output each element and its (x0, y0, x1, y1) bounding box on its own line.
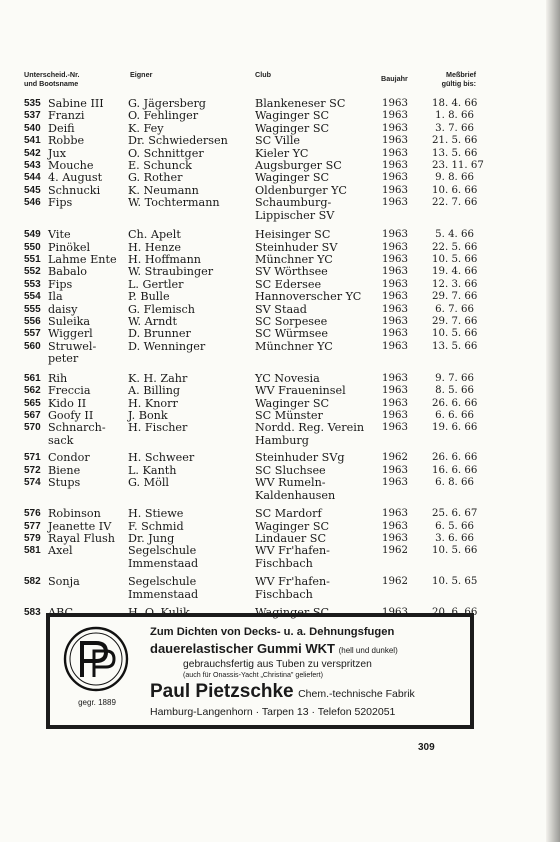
build-year: 1963 (382, 607, 408, 619)
boat-name: Schnarch- (48, 421, 106, 435)
header-cert-line1: Meßbrief (446, 70, 476, 79)
header-club: Club (255, 70, 271, 79)
build-year: 1963 (382, 254, 408, 265)
certificate-date: 6. 6. 66 (435, 410, 474, 421)
build-year: 1963 (382, 184, 408, 196)
build-year: 1963 (382, 477, 408, 489)
certificate-date: 9. 7. 66 (435, 372, 474, 384)
club-name: Lindauer SC (255, 532, 326, 545)
build-year: 1963 (382, 303, 408, 315)
club-name: Blankeneser SC (255, 97, 346, 110)
club-name: Waginger SC (255, 171, 330, 185)
owner-name: L. Gertler (128, 277, 184, 291)
club-name: Waginger SC (255, 396, 330, 410)
boat-number: 583 (24, 607, 41, 619)
club-name: Kaldenhausen (255, 488, 336, 502)
club-name: SC Sluchsee (255, 463, 326, 477)
boat-number: 577 (24, 520, 41, 532)
club-name: SC Mardorf (255, 507, 322, 521)
book-gutter (546, 0, 560, 842)
certificate-date: 6. 5. 66 (435, 520, 474, 532)
owner-name: H. Henze (128, 240, 181, 254)
build-year: 1962 (382, 452, 408, 464)
owner-name: G. Jägersberg (128, 97, 206, 110)
build-year: 1963 (382, 160, 408, 171)
boat-number: 570 (24, 422, 41, 434)
boat-name: Franzi (48, 109, 85, 123)
certificate-date: 5. 4. 66 (435, 229, 474, 241)
boat-number: 551 (24, 254, 41, 265)
owner-name: O. Schnittger (128, 146, 204, 160)
boat-number: 556 (24, 316, 41, 327)
club-name: SV Staad (255, 302, 307, 316)
boat-number: 554 (24, 291, 41, 303)
owner-name: G. Flemisch (128, 302, 196, 316)
club-name: Waginger SC (255, 519, 330, 533)
boat-number: 572 (24, 464, 41, 476)
club-name: YC Novesia (255, 371, 320, 385)
certificate-date: 10. 6. 66 (432, 184, 478, 196)
owner-name: Immenstaad (128, 587, 199, 601)
owner-name: D. Brunner (128, 327, 191, 341)
owner-name: H. Stiewe (128, 507, 184, 521)
build-year: 1963 (382, 533, 408, 544)
header-nr-line2: und Bootsname (24, 79, 79, 88)
ad-company (150, 681, 415, 703)
ad-line-3: gebrauchsfertig aus Tuben zu verspritzen (183, 659, 372, 670)
header-cert (436, 70, 476, 88)
boat-name: Jux (48, 146, 66, 160)
build-year: 1963 (382, 291, 408, 303)
build-year: 1963 (382, 110, 408, 122)
club-name: Augsburger SC (255, 159, 342, 172)
ad-product-note: (hell und dunkel) (338, 646, 398, 655)
club-name: Schaumburg- (255, 196, 332, 210)
boat-name: Struwel- (48, 339, 97, 353)
owner-name: L. Kanth (128, 463, 177, 477)
boat-name: Stups (48, 476, 81, 490)
build-year: 1963 (382, 520, 408, 532)
owner-name: K. H. Zahr (128, 371, 188, 385)
certificate-date: 10. 5. 66 (432, 545, 478, 557)
owner-name: H. O. Kulik (128, 606, 190, 620)
boat-name: Suleika (48, 315, 91, 328)
certificate-date: 13. 5. 66 (432, 340, 478, 352)
owner-name: G. Möll (128, 476, 169, 490)
boat-number: 542 (24, 147, 41, 159)
boat-name: Deifi (48, 121, 75, 135)
boat-number: 549 (24, 229, 41, 241)
build-year: 1963 (382, 340, 408, 352)
boat-number: 582 (24, 576, 41, 588)
boat-number: 540 (24, 122, 41, 134)
certificate-date: 6. 8. 66 (435, 477, 474, 489)
company-name: Paul Pietzschke (150, 681, 294, 702)
owner-name: J. Bonk (128, 409, 168, 422)
boat-number: 555 (24, 303, 41, 315)
boat-name: Mouche (48, 159, 94, 172)
certificate-date: 18. 4. 66 (432, 98, 478, 109)
boat-number: 561 (24, 372, 41, 384)
club-name: Steinhuder SVg (255, 451, 345, 465)
owner-name: Dr. Jung (128, 532, 175, 545)
build-year: 1963 (382, 397, 408, 409)
build-year: 1963 (382, 241, 408, 253)
club-name: WV Rumeln- (255, 476, 326, 490)
club-name: Waginger SC (255, 109, 330, 123)
header-owner: Eigner (130, 70, 153, 79)
boat-name: Kido II (48, 396, 87, 410)
certificate-date: 3. 7. 66 (435, 122, 474, 134)
boat-number: 552 (24, 266, 41, 278)
build-year: 1963 (382, 422, 408, 434)
certificate-date: 19. 4. 66 (432, 266, 478, 278)
boat-name: Sabine III (48, 97, 104, 110)
boat-name: 4. August (48, 171, 103, 185)
boat-number: 576 (24, 508, 41, 520)
certificate-date: 19. 6. 66 (432, 422, 478, 434)
boat-number: 543 (24, 160, 41, 171)
header-year: Baujahr (381, 74, 408, 83)
owner-name: Dr. Schwiedersen (128, 134, 228, 148)
header-boat (24, 70, 80, 88)
boat-name: Rayal Flush (48, 532, 115, 545)
certificate-date: 22. 5. 66 (432, 241, 478, 253)
build-year: 1963 (382, 508, 408, 520)
certificate-date: 6. 7. 66 (435, 303, 474, 315)
boat-number: 544 (24, 172, 41, 184)
company-logo-icon (62, 625, 130, 693)
club-name: Hannoverscher YC (255, 290, 362, 304)
owner-name: K. Neumann (128, 183, 199, 197)
build-year: 1963 (382, 98, 408, 109)
owner-name: F. Schmid (128, 519, 184, 533)
build-year: 1963 (382, 172, 408, 184)
boat-name: peter (48, 352, 79, 366)
boat-name: Axel (48, 544, 73, 558)
build-year: 1963 (382, 410, 408, 421)
build-year: 1962 (382, 545, 408, 557)
club-name: WV Fraueninsel (255, 384, 346, 398)
build-year: 1963 (382, 147, 408, 159)
owner-name: H. Knorr (128, 396, 178, 410)
boat-name: Rih (48, 371, 68, 385)
boat-name: Jeanette IV (48, 519, 112, 533)
certificate-date: 9. 8. 66 (435, 172, 474, 184)
boat-name: daisy (48, 302, 78, 316)
ad-line-4: (auch für Onassis-Yacht „Christina" geliefert) (183, 671, 323, 679)
certificate-date: 26. 6. 66 (432, 397, 478, 409)
owner-name: W. Straubinger (128, 265, 214, 279)
boat-number: 567 (24, 410, 41, 421)
club-name: Heisinger SC (255, 228, 331, 242)
ad-product: dauerelastischer Gummi WKT (150, 641, 335, 656)
owner-name: W. Arndt (128, 315, 177, 328)
certificate-date: 20. 6. 66 (432, 607, 478, 619)
header-nr-line1: Unterscheid.-Nr. (24, 70, 80, 79)
boat-name: Condor (48, 451, 90, 465)
certificate-date: 10. 5. 66 (432, 328, 478, 340)
ad-line-1: Zum Dichten von Decks- u. a. Dehnungsfugen (150, 626, 395, 638)
boat-number: 562 (24, 385, 41, 397)
header-cert-line2: gültig bis: (441, 79, 476, 88)
club-name: Münchner YC (255, 253, 333, 266)
certificate-date: 21. 5. 66 (432, 135, 478, 147)
founded-year: gegr. 1889 (78, 698, 116, 707)
club-name: Lippischer SV (255, 208, 335, 222)
boat-name: ABC (48, 606, 74, 620)
club-name: Fischbach (255, 587, 313, 601)
boat-number: 545 (24, 184, 41, 196)
boat-number: 535 (24, 98, 41, 109)
boat-name: Babalo (48, 265, 88, 279)
owner-name: A. Billing (128, 384, 181, 398)
boat-number: 579 (24, 533, 41, 544)
boat-name: Ila (48, 290, 63, 304)
certificate-date: 25. 6. 67 (432, 508, 478, 520)
build-year: 1963 (382, 266, 408, 278)
owner-name: O. Fehlinger (128, 109, 199, 123)
boat-name: Fips (48, 196, 73, 210)
owner-name: Segelschule (128, 575, 197, 589)
boat-number: 541 (24, 135, 41, 147)
boat-name: Wiggerl (48, 327, 93, 341)
build-year: 1963 (382, 385, 408, 397)
certificate-date: 23. 11. 67 (432, 160, 484, 171)
boat-number: 560 (24, 340, 41, 352)
owner-name: K. Fey (128, 121, 164, 135)
owner-name: D. Wenninger (128, 339, 206, 353)
boat-number: 565 (24, 397, 41, 409)
boat-number: 553 (24, 278, 41, 290)
certificate-date: 29. 7. 66 (432, 316, 478, 327)
boat-number: 557 (24, 328, 41, 340)
boat-name: Lahme Ente (48, 253, 117, 266)
boat-name: Pinökel (48, 240, 91, 254)
boat-name: Robinson (48, 507, 101, 521)
club-name: SC Sorpesee (255, 315, 328, 328)
build-year: 1963 (382, 464, 408, 476)
certificate-date: 3. 6. 66 (435, 533, 474, 544)
club-name: Fischbach (255, 556, 313, 570)
boat-name: Schnucki (48, 183, 101, 197)
club-name: Münchner YC (255, 339, 333, 353)
build-year: 1963 (382, 328, 408, 340)
owner-name: H. Hoffmann (128, 253, 201, 266)
certificate-date: 26. 6. 66 (432, 452, 478, 464)
club-name: Waginger SC (255, 606, 330, 620)
certificate-date: 1. 8. 66 (435, 110, 474, 122)
build-year: 1963 (382, 122, 408, 134)
club-name: WV Fr'hafen- (255, 575, 330, 589)
ad-line-2 (150, 641, 398, 656)
club-name: SC Edersee (255, 277, 322, 291)
certificate-date: 10. 5. 65 (432, 576, 478, 588)
owner-name: P. Bulle (128, 290, 170, 304)
company-type: Chem.-technische Fabrik (298, 688, 415, 700)
certificate-date: 10. 5. 66 (432, 254, 478, 265)
boat-number: 550 (24, 241, 41, 253)
boat-number: 571 (24, 452, 41, 464)
club-name: Hamburg (255, 433, 309, 447)
boat-name: Vite (48, 228, 71, 242)
boat-name: Biene (48, 463, 81, 477)
certificate-date: 8. 5. 66 (435, 385, 474, 397)
build-year: 1963 (382, 372, 408, 384)
advertisement (46, 613, 474, 729)
boat-name: Goofy II (48, 409, 94, 422)
logo-letters: PP (96, 687, 98, 688)
build-year: 1963 (382, 135, 408, 147)
boat-number: 546 (24, 197, 41, 209)
certificate-date: 22. 7. 66 (432, 197, 478, 209)
owner-name: H. Fischer (128, 421, 188, 435)
owner-name: H. Schweer (128, 451, 195, 465)
club-name: SC Würmsee (255, 327, 328, 341)
club-name: Waginger SC (255, 121, 330, 135)
boat-name: Freccia (48, 384, 91, 398)
company-address: Hamburg-Langenhorn · Tarpen 13 · Telefon 5202051 (150, 706, 396, 718)
owner-name: Segelschule (128, 544, 197, 558)
boat-name: Sonja (48, 575, 80, 589)
certificate-date: 13. 5. 66 (432, 147, 478, 159)
club-name: Kieler YC (255, 146, 309, 160)
build-year: 1963 (382, 197, 408, 209)
owner-name: W. Tochtermann (128, 196, 220, 210)
build-year: 1963 (382, 229, 408, 241)
boat-name: Robbe (48, 134, 85, 148)
page-number: 309 (418, 742, 435, 753)
club-name: SV Wörthsee (255, 265, 328, 279)
certificate-date: 12. 3. 66 (432, 278, 478, 290)
club-name: Nordd. Reg. Verein (255, 421, 365, 435)
build-year: 1963 (382, 278, 408, 290)
club-name: WV Fr'hafen- (255, 544, 330, 558)
club-name: Oldenburger YC (255, 183, 347, 197)
boat-number: 581 (24, 545, 41, 557)
club-name: Steinhuder SV (255, 240, 338, 254)
boat-name: sack (48, 433, 74, 447)
owner-name: Immenstaad (128, 556, 199, 570)
owner-name: Ch. Apelt (128, 228, 181, 242)
club-name: SC Münster (255, 409, 323, 422)
build-year: 1963 (382, 316, 408, 327)
boat-number: 537 (24, 110, 41, 122)
boat-name: Fips (48, 277, 73, 291)
owner-name: G. Rother (128, 171, 183, 185)
build-year: 1962 (382, 576, 408, 588)
boat-number: 574 (24, 477, 41, 489)
owner-name: E. Schunck (128, 159, 192, 172)
certificate-date: 16. 6. 66 (432, 464, 478, 476)
club-name: SC Ville (255, 134, 301, 148)
certificate-date: 29. 7. 66 (432, 291, 478, 303)
